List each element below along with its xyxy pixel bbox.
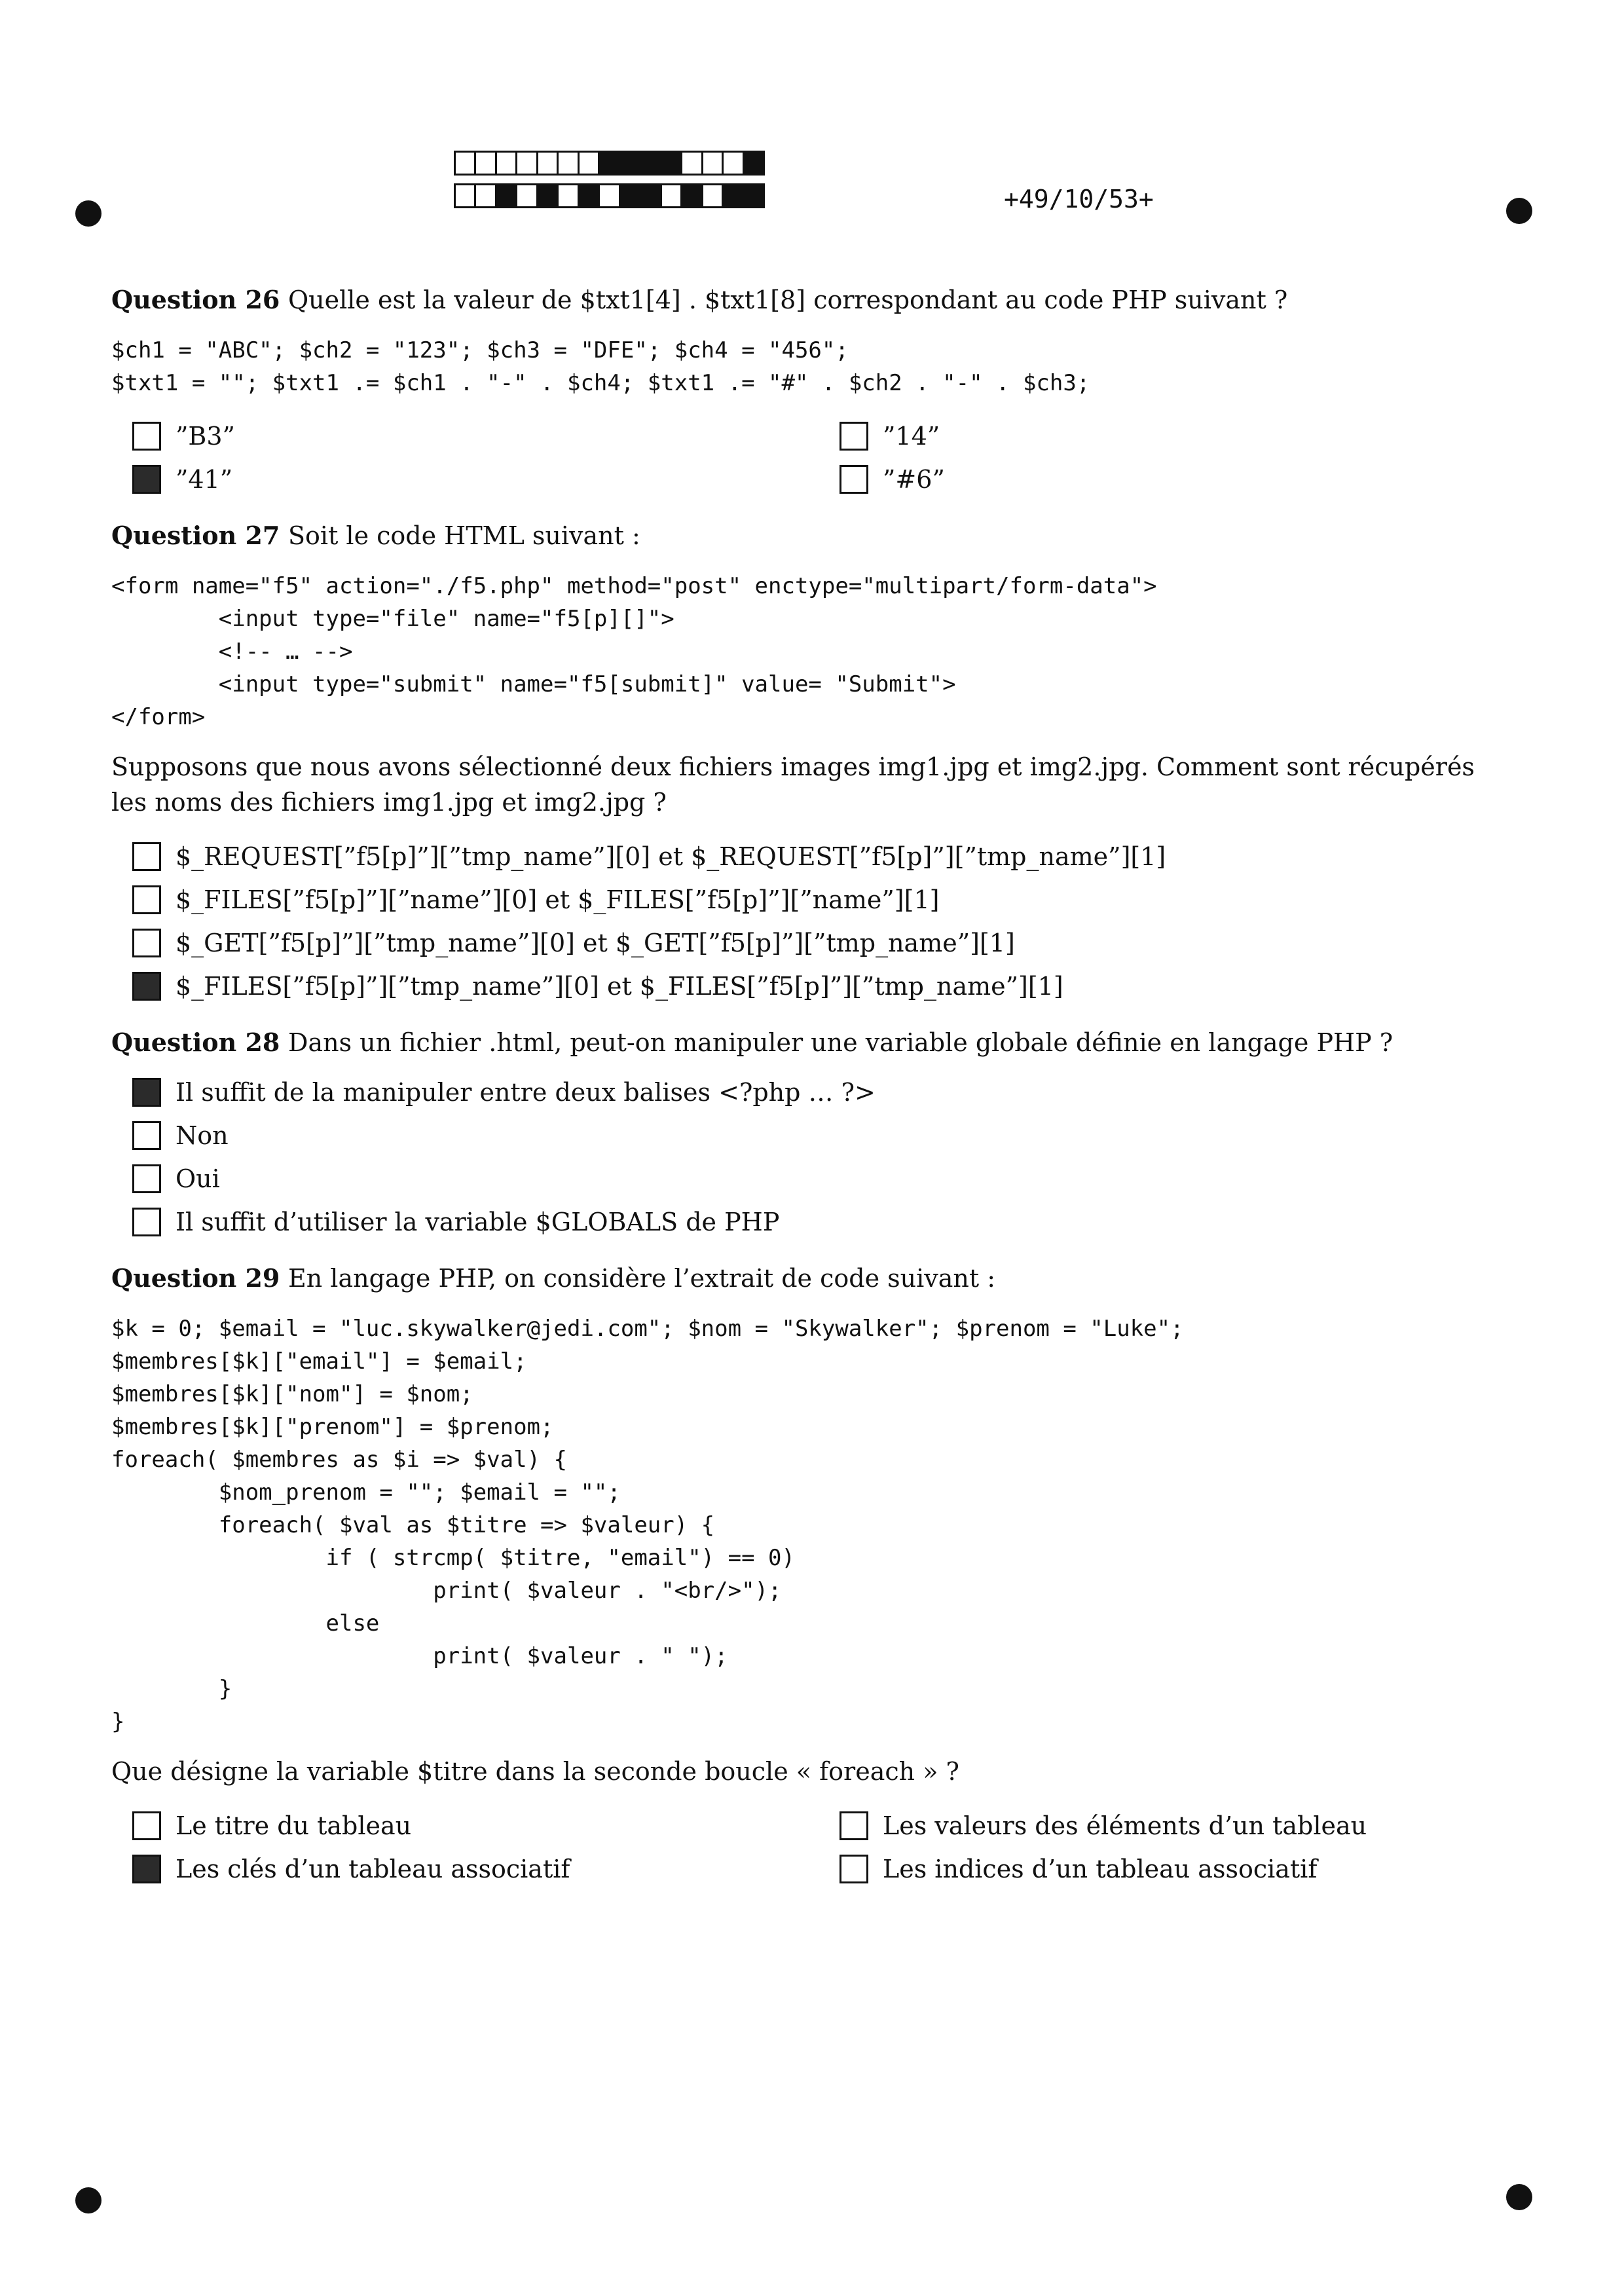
checkbox[interactable]: [132, 1855, 161, 1883]
barcode-cell: [454, 151, 476, 176]
answer-option[interactable]: [132, 883, 1500, 917]
checkbox[interactable]: [132, 972, 161, 1001]
checkbox[interactable]: [840, 465, 868, 494]
barcode-cell: [515, 183, 538, 208]
barcode-cell: [495, 183, 517, 208]
answer-label: ”B3”: [175, 422, 235, 451]
question-text: Dans un fichier .html, peut-on manipuler une variable globale définie en langage PHP ?: [288, 1028, 1393, 1057]
answer-label: ”#6”: [883, 465, 945, 494]
barcode-top: [454, 151, 763, 176]
answer-option[interactable]: [132, 969, 1500, 1003]
answer-label: Oui: [175, 1164, 220, 1193]
barcode-cell: [474, 183, 496, 208]
answer-option[interactable]: [840, 1809, 1494, 1843]
barcode-cell: [701, 151, 724, 176]
answer-options: [132, 840, 1500, 1003]
answer-label: $_REQUEST[”f5[p]”][”tmp_name”][0] et $_REQUEST[”f5[p]”][”tmp_name”][1]: [175, 842, 1166, 871]
question-number: Question 29: [111, 1263, 280, 1293]
barcode-cell: [515, 151, 538, 176]
answer-option[interactable]: [840, 419, 1494, 453]
answer-option[interactable]: [840, 1852, 1494, 1886]
question-header: [111, 1261, 1500, 1295]
answer-label: $_FILES[”f5[p]”][”name”][0] et $_FILES[”f5[p]”][”name”][1]: [175, 885, 940, 914]
answer-option[interactable]: [132, 1205, 1500, 1239]
answer-options: [132, 1809, 1500, 1886]
checkbox[interactable]: [132, 1078, 161, 1107]
checkbox[interactable]: [840, 422, 868, 451]
barcode-cell: [722, 183, 744, 208]
question-text: Quelle est la valeur de $txt1[4] . $txt1[8] correspondant au code PHP suivant ?: [288, 286, 1288, 314]
barcode-cell: [598, 183, 620, 208]
answer-option[interactable]: [132, 840, 1500, 874]
barcode-cell: [578, 183, 600, 208]
barcode-cell: [598, 151, 620, 176]
code-block: $k = 0; $email = "luc.skywalker@jedi.com"; $nom = "Skywalker"; $prenom = "Luke"; $membres[$k]["email"] = $email; $membres[$k]["nom"] = $nom; $membres[$k]["prenom"] = $prenom; foreach( $membres as $i => $val) { $nom_prenom = ""; $email = ""; foreach( $val as $titre => $valeur) { if ( strcmp( $titre, "email") == 0) print( $valeur . "<br/>"); else print( $valeur . " "); } }: [111, 1316, 1184, 1735]
answer-label: Les valeurs des éléments d’un tableau: [883, 1811, 1367, 1840]
barcode-cell: [743, 183, 765, 208]
answer-option[interactable]: [132, 1852, 840, 1886]
answer-option[interactable]: [132, 1809, 840, 1843]
answer-label: ”41”: [175, 465, 233, 494]
question-26: [111, 283, 1500, 496]
answer-option[interactable]: [132, 462, 840, 496]
question-text: Soit le code HTML suivant :: [288, 521, 640, 550]
barcode-cell: [557, 151, 579, 176]
barcode-cell: [536, 151, 559, 176]
checkbox[interactable]: [132, 1811, 161, 1840]
question-paragraph: Que désigne la variable $titre dans la seconde boucle « foreach » ?: [111, 1757, 959, 1786]
answer-option[interactable]: [132, 419, 840, 453]
registration-mark-bottom-right: [1506, 2184, 1532, 2210]
registration-mark-top-left: [75, 200, 101, 227]
barcode-cell: [743, 151, 765, 176]
answer-label: Les indices d’un tableau associatif: [883, 1855, 1318, 1883]
copy-id: +49/10/53+: [1004, 185, 1154, 213]
question-29: [111, 1261, 1500, 1886]
question-header: [111, 1026, 1500, 1060]
answer-option[interactable]: [132, 1075, 1500, 1109]
answer-label: Il suffit de la manipuler entre deux balises <?php … ?>: [175, 1078, 876, 1107]
barcode-cell: [578, 151, 600, 176]
question-number: Question 28: [111, 1028, 280, 1057]
registration-mark-top-right: [1506, 198, 1532, 224]
question-text: En langage PHP, on considère l’extrait de code suivant :: [288, 1264, 996, 1293]
checkbox[interactable]: [132, 1208, 161, 1236]
code-block: <form name="f5" action="./f5.php" method="post" enctype="multipart/form-data"> <input type="file" name="f5[p][]"> <!-- … --> <input type="submit" name="f5[submit]" value= "Submit"> </form>: [111, 573, 1157, 730]
barcode-cell: [660, 151, 682, 176]
answer-option[interactable]: [132, 1119, 1500, 1153]
barcode-cell: [639, 183, 661, 208]
barcode-cell: [722, 151, 744, 176]
barcode-cell: [660, 183, 682, 208]
answer-label: $_GET[”f5[p]”][”tmp_name”][0] et $_GET[”f5[p]”][”tmp_name”][1]: [175, 929, 1015, 957]
checkbox[interactable]: [132, 1164, 161, 1193]
checkbox[interactable]: [840, 1811, 868, 1840]
barcode-cell: [619, 151, 641, 176]
question-header: [111, 519, 1500, 553]
barcode-cell: [536, 183, 559, 208]
exam-content: [111, 283, 1500, 1886]
checkbox[interactable]: [132, 885, 161, 914]
barcode-cell: [619, 183, 641, 208]
answer-option[interactable]: [132, 926, 1500, 960]
barcode-cell: [639, 151, 661, 176]
answer-label: Le titre du tableau: [175, 1811, 412, 1840]
answer-label: Non: [175, 1121, 229, 1150]
barcode-cell: [495, 151, 517, 176]
checkbox[interactable]: [132, 842, 161, 871]
barcode-cell: [454, 183, 476, 208]
code-block: $ch1 = "ABC"; $ch2 = "123"; $ch3 = "DFE"; $ch4 = "456"; $txt1 = ""; $txt1 .= $ch1 . "-" . $ch4; $txt1 .= "#" . $ch2 . "-" . $ch3;: [111, 337, 1090, 396]
barcode-cell: [680, 151, 703, 176]
barcode-cell: [701, 183, 724, 208]
checkbox[interactable]: [132, 422, 161, 451]
question-27: [111, 519, 1500, 1003]
answer-label: Les clés d’un tableau associatif: [175, 1855, 570, 1883]
question-header: [111, 283, 1500, 317]
checkbox[interactable]: [132, 1121, 161, 1150]
answer-option[interactable]: [132, 1162, 1500, 1196]
answer-options: [132, 1075, 1500, 1239]
registration-mark-bottom-left: [75, 2187, 101, 2213]
question-number: Question 27: [111, 521, 280, 550]
answer-option[interactable]: [840, 462, 1494, 496]
barcode-cell: [557, 183, 579, 208]
question-28: [111, 1026, 1500, 1239]
checkbox[interactable]: [132, 929, 161, 957]
answer-label: $_FILES[”f5[p]”][”tmp_name”][0] et $_FILES[”f5[p]”][”tmp_name”][1]: [175, 972, 1063, 1001]
answer-label: Il suffit d’utiliser la variable $GLOBALS de PHP: [175, 1208, 780, 1236]
barcode-cell: [474, 151, 496, 176]
checkbox[interactable]: [132, 465, 161, 494]
checkbox[interactable]: [840, 1855, 868, 1883]
answer-label: ”14”: [883, 422, 940, 451]
answer-options: [132, 419, 1500, 496]
barcode-cell: [680, 183, 703, 208]
barcode-bottom: [454, 183, 763, 208]
question-paragraph: Supposons que nous avons sélectionné deux fichiers images img1.jpg et img2.jpg. Comment sont récupérés les noms des fichiers img1.jpg et img2.jpg ?: [111, 752, 1475, 817]
question-number: Question 26: [111, 285, 280, 314]
